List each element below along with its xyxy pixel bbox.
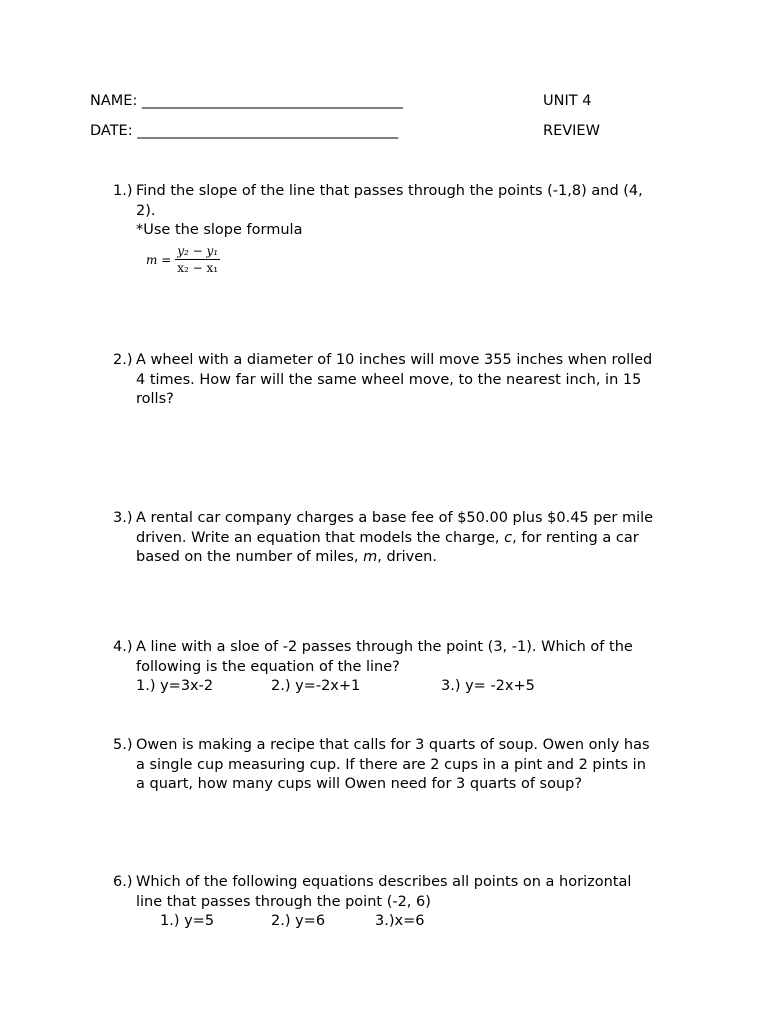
question-number: 4.) (113, 639, 133, 655)
question-number: 2.) (113, 352, 133, 368)
question-text-line (136, 548, 437, 568)
variable-c: c (504, 529, 513, 546)
question-text-line: following is the equation of the line? (136, 658, 400, 675)
slope-formula (146, 244, 220, 275)
answer-option: 2.) y=6 (271, 913, 326, 929)
question-text-line: A line with a sloe of -2 passes through the point (3, -1). Which of the (136, 639, 633, 655)
question-text-line: line that passes through the point (-2, 6) (136, 893, 431, 910)
date-field-label: DATE: ____________________________________ (90, 123, 399, 139)
unit-label: UNIT 4 (543, 93, 592, 109)
answer-option: 3.)x=6 (375, 913, 425, 929)
question-text-line: A wheel with a diameter of 10 inches will move 355 inches when rolled (136, 352, 653, 368)
answer-option: 2.) y=-2x+1 (271, 678, 361, 694)
variable-m: m (363, 549, 378, 565)
question-text-line: a single cup measuring cup. If there are 2 cups in a pint and 2 pints in (136, 756, 646, 773)
question-number: 5.) (113, 737, 133, 753)
question-text-line (136, 529, 639, 549)
text-segment: driven. Write an equation that models the charge, (136, 529, 505, 546)
formula-fraction (175, 244, 220, 275)
question-number: 1.) (113, 183, 133, 199)
formula-numerator: y₂ − y₁ (177, 244, 219, 258)
question-text-line: a quart, how many cups will Owen need for 3 quarts of soup? (136, 776, 583, 792)
answer-option: 1.) y=5 (160, 913, 215, 929)
text-segment: based on the number of miles, (136, 549, 364, 565)
question-text-line: rolls? (136, 391, 174, 407)
question-text-line: 4 times. How far will the same wheel move, to the nearest inch, in 15 (136, 371, 642, 388)
answer-option: 3.) y= -2x+5 (441, 678, 535, 694)
question-number: 6.) (113, 874, 133, 890)
formula-denominator: x₂ − x₁ (177, 261, 219, 275)
formula-lhs: m = (146, 252, 172, 267)
question-text-line: A rental car company charges a base fee of $50.00 plus $0.45 per mile (136, 510, 654, 526)
question-text-line: Which of the following equations describes all points on a horizontal (136, 874, 632, 890)
name-field-label: NAME: ____________________________________ (90, 93, 403, 109)
answer-option: 1.) y=3x-2 (136, 678, 214, 694)
text-segment: , driven. (377, 549, 437, 565)
question-text-line: 2). (136, 202, 156, 219)
question-text-line: Owen is making a recipe that calls for 3 quarts of soup. Owen only has (136, 737, 650, 753)
question-number: 3.) (113, 510, 133, 526)
text-segment: , for renting a car (512, 529, 639, 546)
question-text-line: *Use the slope formula (136, 222, 303, 238)
question-text-line: Find the slope of the line that passes through the points (-1,8) and (4, (136, 183, 643, 199)
review-label: REVIEW (543, 123, 600, 139)
